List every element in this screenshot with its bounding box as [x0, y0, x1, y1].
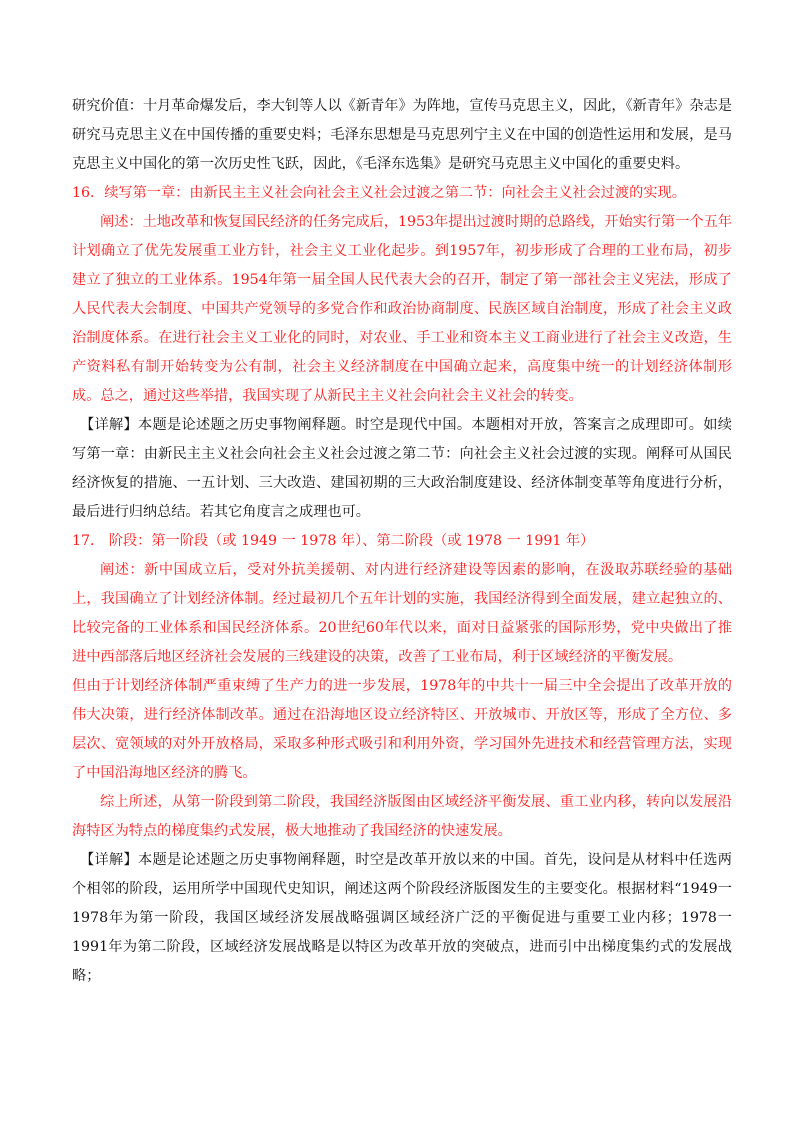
answer-17-heading: 17． 阶段：第一阶段（或 1949 一 1978 年）、第二阶段（或 1978 一 1991 年）	[72, 533, 595, 549]
answer-17-elaboration-stage-2: 但由于计划经济体制严重束缚了生产力的进一步发展，1978年的中共十一届三中全会提出了改革开放的伟大决策，进行经济体制改革。通过在沿海地区设立经济特区、开放城市、开放区等，形成了全方位、多层次、宽领域的对外开放格局，采取多种形式吸引和利用外资，学习国外先进技术和经营管理方法，实现了中国沿海地区经济的腾飞。	[72, 678, 732, 781]
answer-16-elaboration: 阐述：土地改革和恢复国民经济的任务完成后，1953年提出过渡时期的总路线，开始实行第一个五年计划确立了优先发展重工业方针，社会主义工业化起步。到1957年，初步形成了合理的工业布局，初步建立了独立的工业体系。1954年第一届全国人民代表大会的召开，制定了第一部社会主义宪法，形成了人民代表大会制度、中国共产党领导的多党合作和政治协商制度、民族区域自治制度，形成了社会主义政治制度体系。在进行社会主义工业化的同时，对农业、手工业和资本主义工商业进行了社会主义改造，生产资料私有制开始转变为公有制，社会主义经济制度在中国确立起来，高度集中统一的计划经济体制形成。总之，通过这些举措，我国实现了从新民主主义社会向社会主义社会的转变。	[72, 214, 732, 404]
paragraph-research-value: 研究价值：十月革命爆发后，李大钊等人以《新青年》为阵地，宣传马克思主义，因此，《新青年》杂志是研究马克思主义在中国传播的重要史料；毛泽东思想是马克思列宁主义在中国的创造性运用和发展，是马克思主义中国化的第一次历史性飞跃，因此，《毛泽东选集》是研究马克思主义中国化的重要史料。	[72, 98, 732, 172]
answer-16-heading: 16．续写第一章：由新民主主义社会向社会主义社会过渡之第二节：向社会主义社会过渡的实现。	[72, 185, 686, 201]
answer-16-explanation: 【详解】本题是论述题之历史事物阐释题。时空是现代中国。本题相对开放，答案言之成理即可。如续写第一章：由新民主主义社会向社会主义社会过渡之第二节：向社会主义社会过渡的实现。阐释可从国民经济恢复的措施、一五计划、三大改造、建国初期的三大政治制度建设、经济体制变革等角度进行分析，最后进行归纳总结。若其它角度言之成理也可。	[72, 417, 732, 520]
answer-17-explanation: 【详解】本题是论述题之历史事物阐释题，时空是改革开放以来的中国。首先，设问是从材料中任选两个相邻的阶段，运用所学中国现代史知识，阐述这两个阶段经济版图发生的主要变化。根据材料“1949一1978年为第一阶段，我国区域经济发展战略强调区域经济广泛的平衡促进与重要工业内移；1978一1991年为第二阶段，区域经济发展战略是以特区为改革开放的突破点，进而引中出梯度集约式的发展战略；	[72, 852, 732, 984]
answer-17-elaboration-stage-1: 阐述：新中国成立后，受对外抗美援朝、对内进行经济建设等因素的影响，在汲取苏联经验的基础上，我国确立了计划经济体制。经过最初几个五年计划的实施，我国经济得到全面发展，建立起独立的、比较完备的工业体系和国民经济体系。20世纪60年代以来，面对日益紧张的国际形势，党中央做出了推进中西部落后地区经济社会发展的三线建设的决策，改善了工业布局，利于区域经济的平衡发展。	[72, 562, 732, 665]
answer-17-summary: 综上所述，从第一阶段到第二阶段，我国经济版图由区域经济平衡发展、重工业内移，转向以发展沿海特区为特点的梯度集约式发展，极大地推动了我国经济的快速发展。	[72, 794, 732, 839]
document-page	[72, 92, 732, 991]
